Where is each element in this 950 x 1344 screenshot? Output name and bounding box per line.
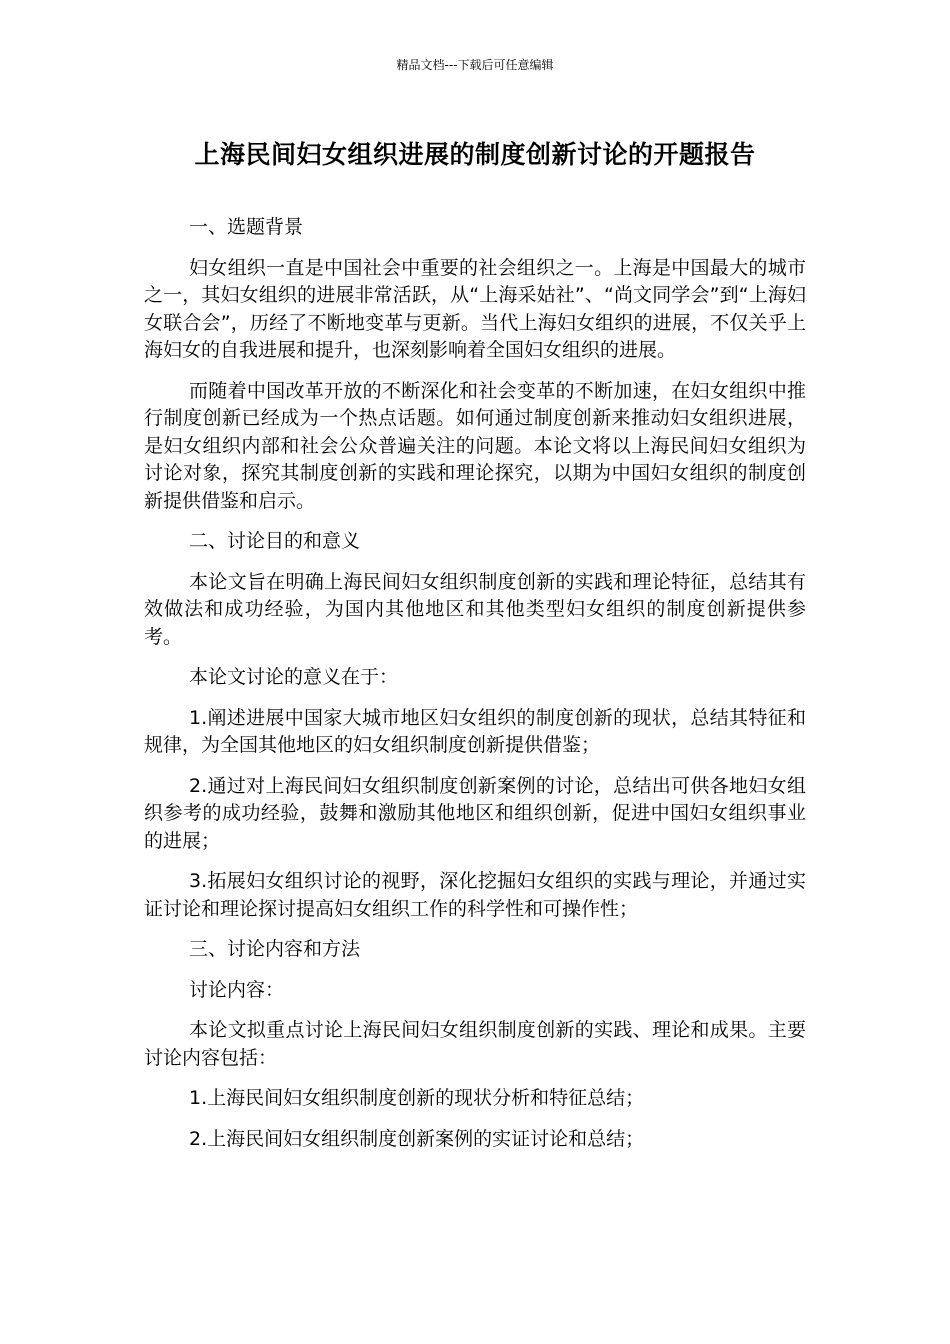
document-title: 上海民间妇女组织进展的制度创新讨论的开题报告: [194, 140, 756, 169]
header-note: 精品文档---下载后可任意编辑: [396, 58, 554, 72]
paragraph: 而随着中国改革开放的不断深化和社会变革的不断加速，在妇女组织中推行制度创新已经成为一个热点话题。如何通过制度创新来推动妇女组织进展，是妇女组织内部和社会公众普遍关注的问题。本论文将以上海民间妇女组织为讨论对象，探究其制度创新的实践和理论探究，以期为中国妇女组织的制度创新提供借鉴和启示。: [144, 379, 806, 512]
list-item: 3.拓展妇女组织讨论的视野，深化挖掘妇女组织的实践与理论，并通过实证讨论和理论探讨提高妇女组织工作的科学性和可操作性；: [144, 870, 806, 920]
document-body: [144, 214, 806, 1166]
list-item: 2.通过对上海民间妇女组织制度创新案例的讨论，总结出可供各地妇女组织参考的成功经验，鼓舞和激励其他地区和组织创新，促进中国妇女组织事业的进展；: [144, 774, 806, 852]
paragraph: 本论文旨在明确上海民间妇女组织制度创新的实践和理论特征，总结其有效做法和成功经验，为国内其他地区和其他类型妇女组织的制度创新提供参考。: [144, 570, 806, 648]
list-item: 1.上海民间妇女组织制度创新的现状分析和特征总结；: [189, 1087, 645, 1109]
section-heading-background: 一、选题背景: [189, 216, 304, 238]
list-item: 1.阐述进展中国家大城市地区妇女组织的制度创新的现状，总结其特征和规律，为全国其他地区的妇女组织制度创新提供借鉴；: [144, 706, 806, 756]
paragraph: 妇女组织一直是中国社会中重要的社会组织之一。上海是中国最大的城市之一，其妇女组织的进展非常活跃，从“上海采姑社”、“尚文同学会”到“上海妇女联合会”，历经了不断地变革与更新。当代上海妇女组织的进展，不仅关乎上海妇女的自我进展和提升，也深刻影响着全国妇女组织的进展。: [144, 256, 806, 361]
paragraph: 本论文讨论的意义在于：: [189, 666, 399, 688]
paragraph: 本论文拟重点讨论上海民间妇女组织制度创新的实践、理论和成果。主要讨论内容包括：: [144, 1019, 806, 1069]
subheading: 讨论内容：: [189, 978, 285, 1001]
section-heading-purpose: 二、讨论目的和意义: [189, 530, 361, 552]
section-heading-content-method: 三、讨论内容和方法: [189, 938, 361, 960]
list-item: 2.上海民间妇女组织制度创新案例的实证讨论和总结；: [189, 1127, 645, 1150]
